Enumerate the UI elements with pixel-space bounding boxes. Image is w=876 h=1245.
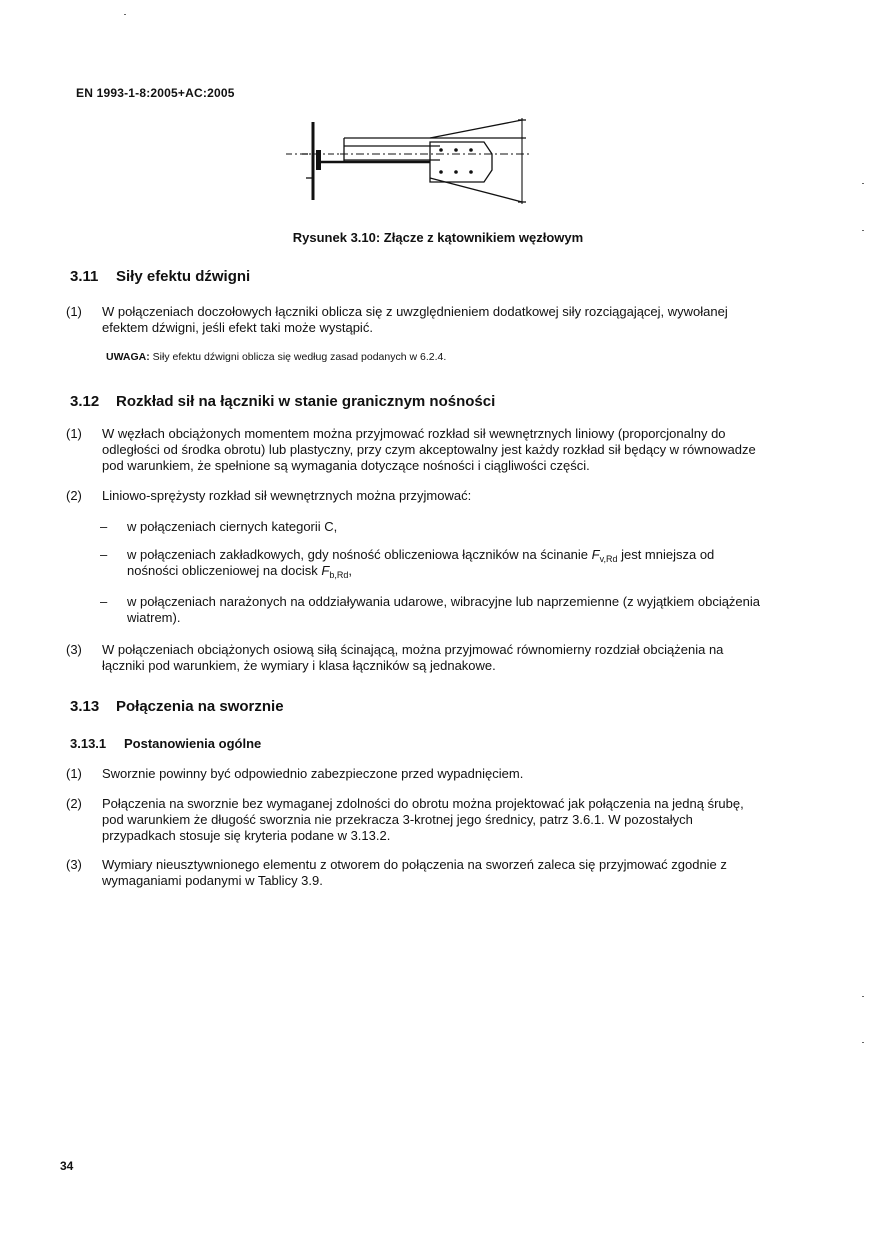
subsection-number: 3.13.1 xyxy=(70,736,107,751)
bullet-dash: – xyxy=(100,519,108,534)
paragraph-3-12-1 xyxy=(66,426,766,474)
subsection-title: Postanowienia ogólne xyxy=(124,736,262,751)
subsection-heading-3-13-1 xyxy=(70,736,261,751)
bullet-item xyxy=(100,547,765,579)
figure-caption: Rysunek 3.10: Złącze z kątownikiem węzłowym xyxy=(292,230,584,245)
section-number: 3.12 xyxy=(70,393,100,410)
paragraph-text: Sworznie powinny być odpowiednio zabezpieczone przed wypadnięciem. xyxy=(102,766,524,781)
gusset-angle-joint-drawing xyxy=(280,112,540,220)
scan-speck xyxy=(124,14,126,15)
paragraph-number: (3) xyxy=(66,642,82,657)
paragraph-text: Liniowo-sprężysty rozkład sił wewnętrznych można przyjmować: xyxy=(102,488,472,503)
section-title: Siły efektu dźwigni xyxy=(116,268,251,285)
paragraph-3-11-1 xyxy=(66,304,766,336)
paragraph-3-12-2 xyxy=(66,488,766,504)
paragraph-number: (2) xyxy=(66,796,82,811)
paragraph-number: (1) xyxy=(66,766,82,781)
page-number: 34 xyxy=(60,1159,74,1173)
scan-speck xyxy=(862,230,864,231)
bullet-text-part: , xyxy=(348,563,352,578)
note-label: UWAGA: xyxy=(106,351,150,363)
section-number: 3.13 xyxy=(70,698,100,715)
symbol-F: F xyxy=(591,547,600,562)
bullet-dash: – xyxy=(100,547,108,562)
paragraph-text: Wymiary nieusztywnionego elementu z otworem do połączenia na sworzeń zaleca się przyjmować zgodnie z wymaganiami podanymi w Tablicy 3.9. xyxy=(102,857,727,888)
section-title: Rozkład sił na łączniki w stanie granicznym nośności xyxy=(116,393,496,410)
section-number: 3.11 xyxy=(70,268,99,285)
symbol-F: F xyxy=(321,563,330,578)
symbol-subscript: b,Rd xyxy=(329,570,349,580)
paragraph-number: (2) xyxy=(66,488,82,503)
scan-speck xyxy=(862,996,864,997)
bullet-item xyxy=(100,594,765,626)
bullet-text xyxy=(127,547,765,579)
paragraph-3-12-3 xyxy=(66,642,766,674)
bullet-text: w połączeniach ciernych kategorii C, xyxy=(127,519,338,534)
section-heading-3-13 xyxy=(70,698,284,715)
paragraph-3-13-1 xyxy=(66,766,766,782)
document-standard-header: EN 1993-1-8:2005+AC:2005 xyxy=(76,86,235,100)
note-text: Siły efektu dźwigni oblicza się według zasad podanych w 6.2.4. xyxy=(152,351,447,363)
scan-speck xyxy=(862,183,864,184)
paragraph-3-13-3 xyxy=(66,857,766,889)
paragraph-number: (1) xyxy=(66,426,82,441)
scan-speck xyxy=(862,1042,864,1043)
paragraph-text: W połączeniach doczołowych łączniki oblicza się z uwzględnieniem dodatkowej siły rozciągającej, wywołanej efektem dźwigni, jeśli efekt taki może wystąpić. xyxy=(102,304,728,335)
paragraph-number: (3) xyxy=(66,857,82,872)
section-title: Połączenia na sworznie xyxy=(116,698,284,715)
bullet-text-part: jest mniejsza od nośności obliczeniowej na docisk xyxy=(127,547,715,578)
paragraph-text: W węzłach obciążonych momentem można przyjmować rozkład sił wewnętrznych liniowy (proporcjonalny do odległości od środka obrotu) lub plastyczny, przy czym akceptowalny jest każdy rozkład sił będący w równowadze pod warunkiem, że spełnione są wymagania dotyczące nośności i ciągliwości części. xyxy=(102,426,756,473)
symbol-subscript: v,Rd xyxy=(599,554,618,564)
bullet-item xyxy=(100,519,765,535)
bullet-dash: – xyxy=(100,594,108,609)
bullet-text-part: w połączeniach zakładkowych, gdy nośność obliczeniowa łączników na ścinanie xyxy=(127,547,589,562)
paragraph-text: Połączenia na sworznie bez wymaganej zdolności do obrotu można projektować jak połączenia na jedną śrubę, pod warunkiem że długość sworznia nie przekracza 3-krotnej jego średnicy, patrz 3.6.1. W pozostałych przypadkach stosuje się kryteria podane w 3.13.2. xyxy=(102,796,744,843)
paragraph-number: (1) xyxy=(66,304,82,319)
note xyxy=(106,351,446,363)
bullet-text: w połączeniach narażonych na oddziaływania udarowe, wibracyjne lub naprzemienne (z wyjątkiem obciążenia wiatrem). xyxy=(127,594,761,625)
section-heading-3-11 xyxy=(70,268,250,285)
section-heading-3-12 xyxy=(70,393,495,410)
paragraph-text: W połączeniach obciążonych osiową siłą ścinającą, można przyjmować równomierny rozdział obciążenia na łączniki pod warunkiem, że wymiary i klasa łączników są jednakowe. xyxy=(102,642,724,673)
paragraph-3-13-2 xyxy=(66,796,766,844)
